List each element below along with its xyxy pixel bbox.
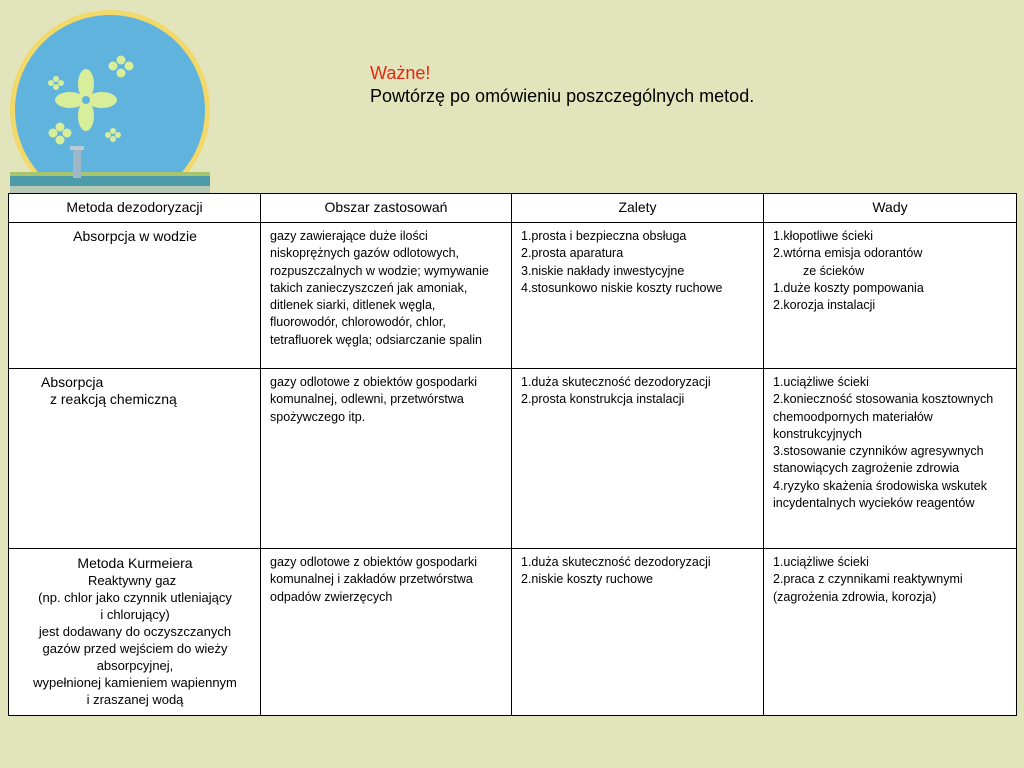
- advantage-item: 2.niskie koszty ruchowe: [521, 572, 654, 587]
- advantages-cell: [512, 369, 764, 549]
- advantage-item: 4.stosunkowo niskie koszty ruchowe: [521, 280, 723, 295]
- disadvantage-item: 1.kłopotliwe ścieki: [773, 229, 874, 243]
- disadvantage-item: 3.stosowanie czynników agresywnych stanowiących zagrożenie zdrowia: [773, 444, 984, 476]
- disadvantage-item: 2.korozja instalacji: [773, 298, 876, 313]
- method-title: Metoda Kurmeiera: [77, 555, 193, 571]
- disadvantage-item: 1.uciążliwe ścieki: [773, 555, 869, 569]
- method-line: Absorpcja w wodzie: [73, 228, 197, 244]
- method-line: i chlorujący): [100, 607, 170, 622]
- method-line: wypełnionej kamieniem wapiennym: [33, 675, 237, 690]
- area-cell: gazy odlotowe z obiektów gospodarki komunalnej, odlewni, przetwórstwa spożywczego itp.: [261, 369, 512, 549]
- disadvantage-item: 1.duże koszty pompowania: [773, 280, 924, 295]
- area-cell: gazy odlotowe z obiektów gospodarki komunalnej i zakładów przetwórstwa odpadów zwierzęcych: [261, 549, 512, 716]
- advantages-cell: [512, 223, 764, 369]
- advantage-item: 2.prosta konstrukcja instalacji: [521, 392, 685, 407]
- table-row: [9, 549, 1017, 716]
- deodorization-methods-table: [8, 193, 1017, 716]
- note-text: Powtórzę po omówieniu poszczególnych metod.: [370, 86, 755, 106]
- advantages-cell: [512, 549, 764, 716]
- method-line: gazów przed wejściem do wieży: [42, 641, 228, 656]
- advantage-item: 1.duża skuteczność dezodoryzacji: [521, 375, 711, 389]
- header-method: Metoda dezodoryzacji: [9, 194, 261, 223]
- disadvantage-item: ze ścieków: [803, 263, 865, 278]
- disadvantages-cell: [764, 369, 1017, 549]
- disadvantage-item: 2.wtórna emisja odorantów: [773, 246, 923, 261]
- disadvantage-item: 2.konieczność stosowania kosztownych chemoodpornych materiałów konstrukcyjnych: [773, 392, 994, 441]
- header-advantages: Zalety: [512, 194, 764, 223]
- disadvantages-cell: [764, 549, 1017, 716]
- note-title: Ważne!: [370, 63, 431, 83]
- method-line: (np. chlor jako czynnik utleniający: [38, 590, 232, 605]
- method-cell: [9, 549, 261, 716]
- method-cell: [9, 369, 261, 549]
- disadvantage-item: 2.praca z czynnikami reaktywnymi (zagrożenia zdrowia, korozja): [773, 572, 963, 604]
- method-line: Reaktywny gaz: [88, 573, 177, 588]
- disadvantage-item: 4.ryzyko skażenia środowiska wskutek incydentalnych wycieków reagentów: [773, 478, 987, 511]
- table-row: [9, 223, 1017, 369]
- important-note: [370, 62, 754, 108]
- advantage-item: 1.duża skuteczność dezodoryzacji: [521, 555, 711, 569]
- header-area: Obszar zastosowań: [261, 194, 512, 223]
- disadvantage-item: 1.uciążliwe ścieki: [773, 375, 869, 389]
- method-cell: [9, 223, 261, 369]
- advantage-item: 1.prosta i bezpieczna obsługa: [521, 229, 687, 243]
- method-line: z reakcją chemiczną: [50, 391, 177, 407]
- advantage-item: 3.niskie nakłady inwestycyjne: [521, 263, 685, 278]
- table-row: [9, 369, 1017, 549]
- logo-emblem-icon: [0, 0, 240, 200]
- method-line: jest dodawany do oczyszczanych: [38, 624, 232, 639]
- method-line: Absorpcja: [41, 374, 104, 390]
- header-disadvantages: Wady: [764, 194, 1017, 223]
- method-line: absorpcyjnej,: [96, 658, 174, 673]
- advantage-item: 2.prosta aparatura: [521, 246, 624, 261]
- method-line: i zraszanej wodą: [86, 692, 184, 707]
- area-cell: gazy zawierające duże ilości niskoprężnych gazów odlotowych, rozpuszczalnych w wodzie; wymywanie takich zanieczyszczeń jak amoniak, ditlenek siarki, ditlenek węgla, fluorowodór, chlorowodór, chlor, tetrafluorek węgla; odsiarczanie spalin: [261, 223, 512, 369]
- table-header-row: [9, 194, 1017, 223]
- disadvantages-cell: [764, 223, 1017, 369]
